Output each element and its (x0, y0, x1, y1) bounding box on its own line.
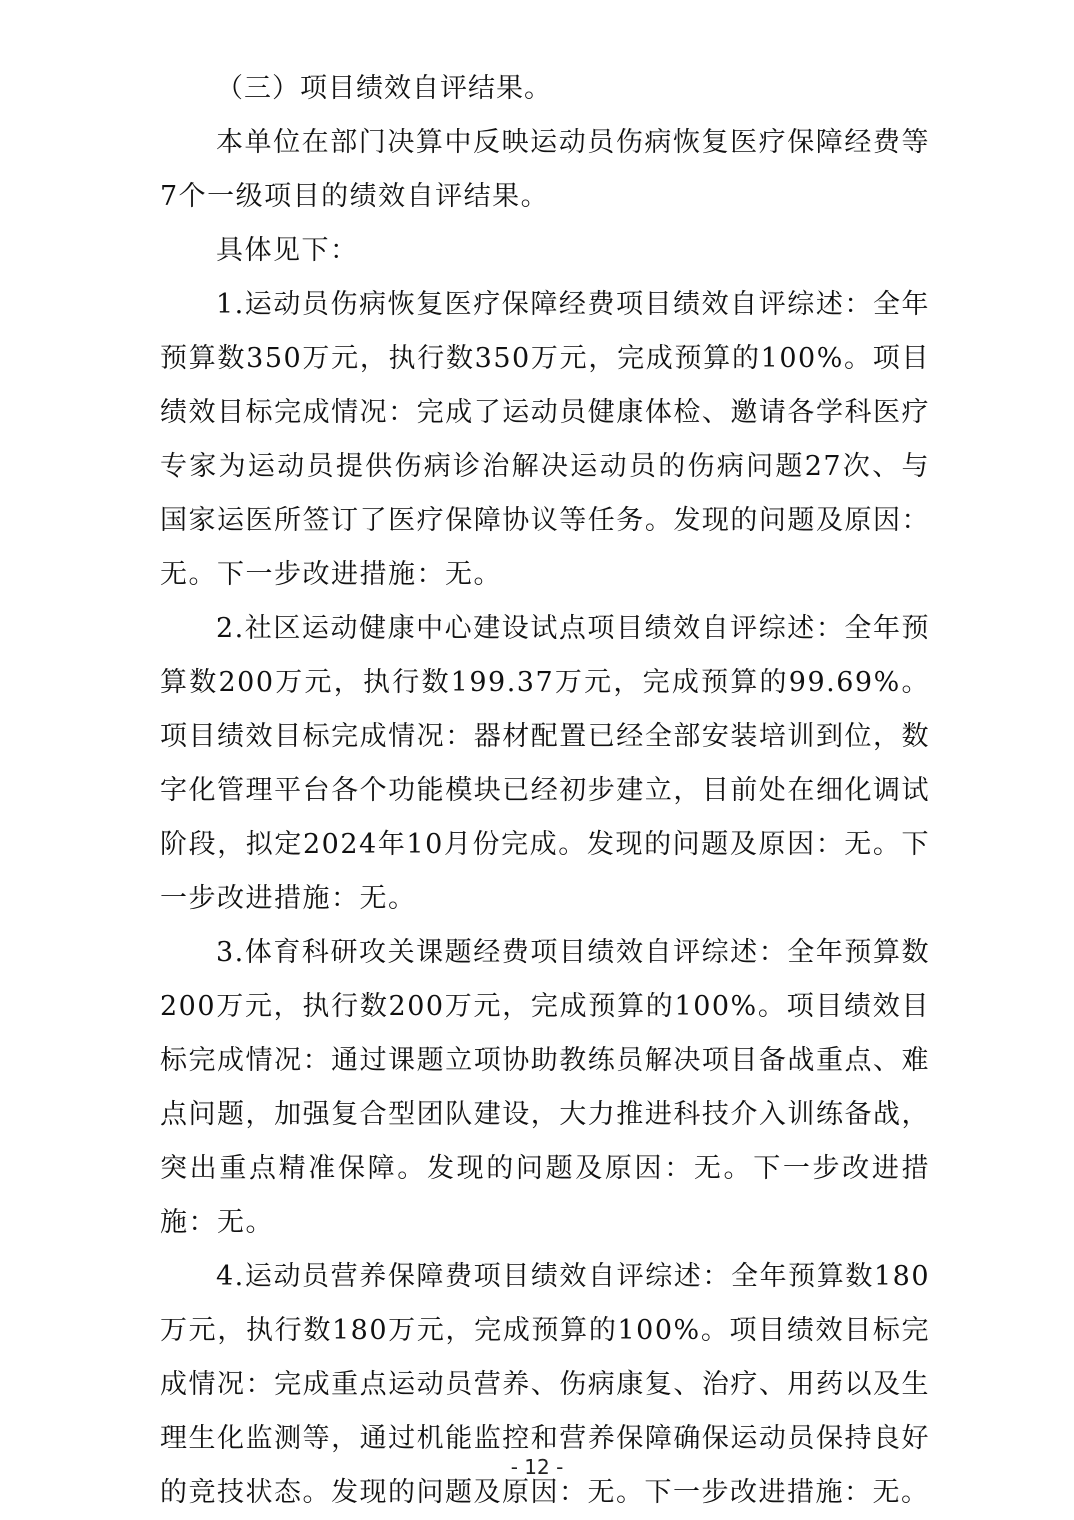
item-paragraph-2: 2.社区运动健康中心建设试点项目绩效自评综述：全年预算数200万元，执行数199.37万元，完成预算的99.69%。项目绩效目标完成情况：器材配置已经全部安装培训到位，数字化管理平台各个功能模块已经初步建立，目前处在细化调试阶段，拟定2024年10月份完成。发现的问题及原因：无。下一步改进措施：无。 (160, 613, 930, 914)
lead-paragraph: 具体见下： (216, 235, 359, 266)
page-number: - 12 - (510, 1455, 564, 1479)
item-paragraph-4: 4.运动员营养保障费项目绩效自评综述：全年预算数180万元，执行数180万元，完成预算的100%。项目绩效目标完成情况：完成重点运动员营养、伤病康复、治疗、用药以及生理生化监测等，通过机能监控和营养保障确保运动员保持良好的竞技状态。发现的问题及原因：无。下一步改进措施：无。 (160, 1261, 930, 1508)
section-heading: （三）项目绩效自评结果。 (216, 73, 552, 104)
item-paragraph-1: 1.运动员伤病恢复医疗保障经费项目绩效自评综述：全年预算数350万元，执行数350万元，完成预算的100%。项目绩效目标完成情况：完成了运动员健康体检、邀请各学科医疗专家为运动员提供伤病诊治解决运动员的伤病问题27次、与国家运医所签订了医疗保障协议等任务。发现的问题及原因：无。下一步改进措施：无。 (160, 289, 930, 590)
item-paragraph-3: 3.体育科研攻关课题经费项目绩效自评综述：全年预算数200万元，执行数200万元，完成预算的100%。项目绩效目标完成情况：通过课题立项协助教练员解决项目备战重点、难点问题，加强复合型团队建设，大力推进科技介入训练备战，突出重点精准保障。发现的问题及原因：无。下一步改进措施：无。 (160, 937, 930, 1238)
document-body (160, 62, 930, 1520)
intro-paragraph: 本单位在部门决算中反映运动员伤病恢复医疗保障经费等7个一级项目的绩效自评结果。 (160, 127, 930, 212)
